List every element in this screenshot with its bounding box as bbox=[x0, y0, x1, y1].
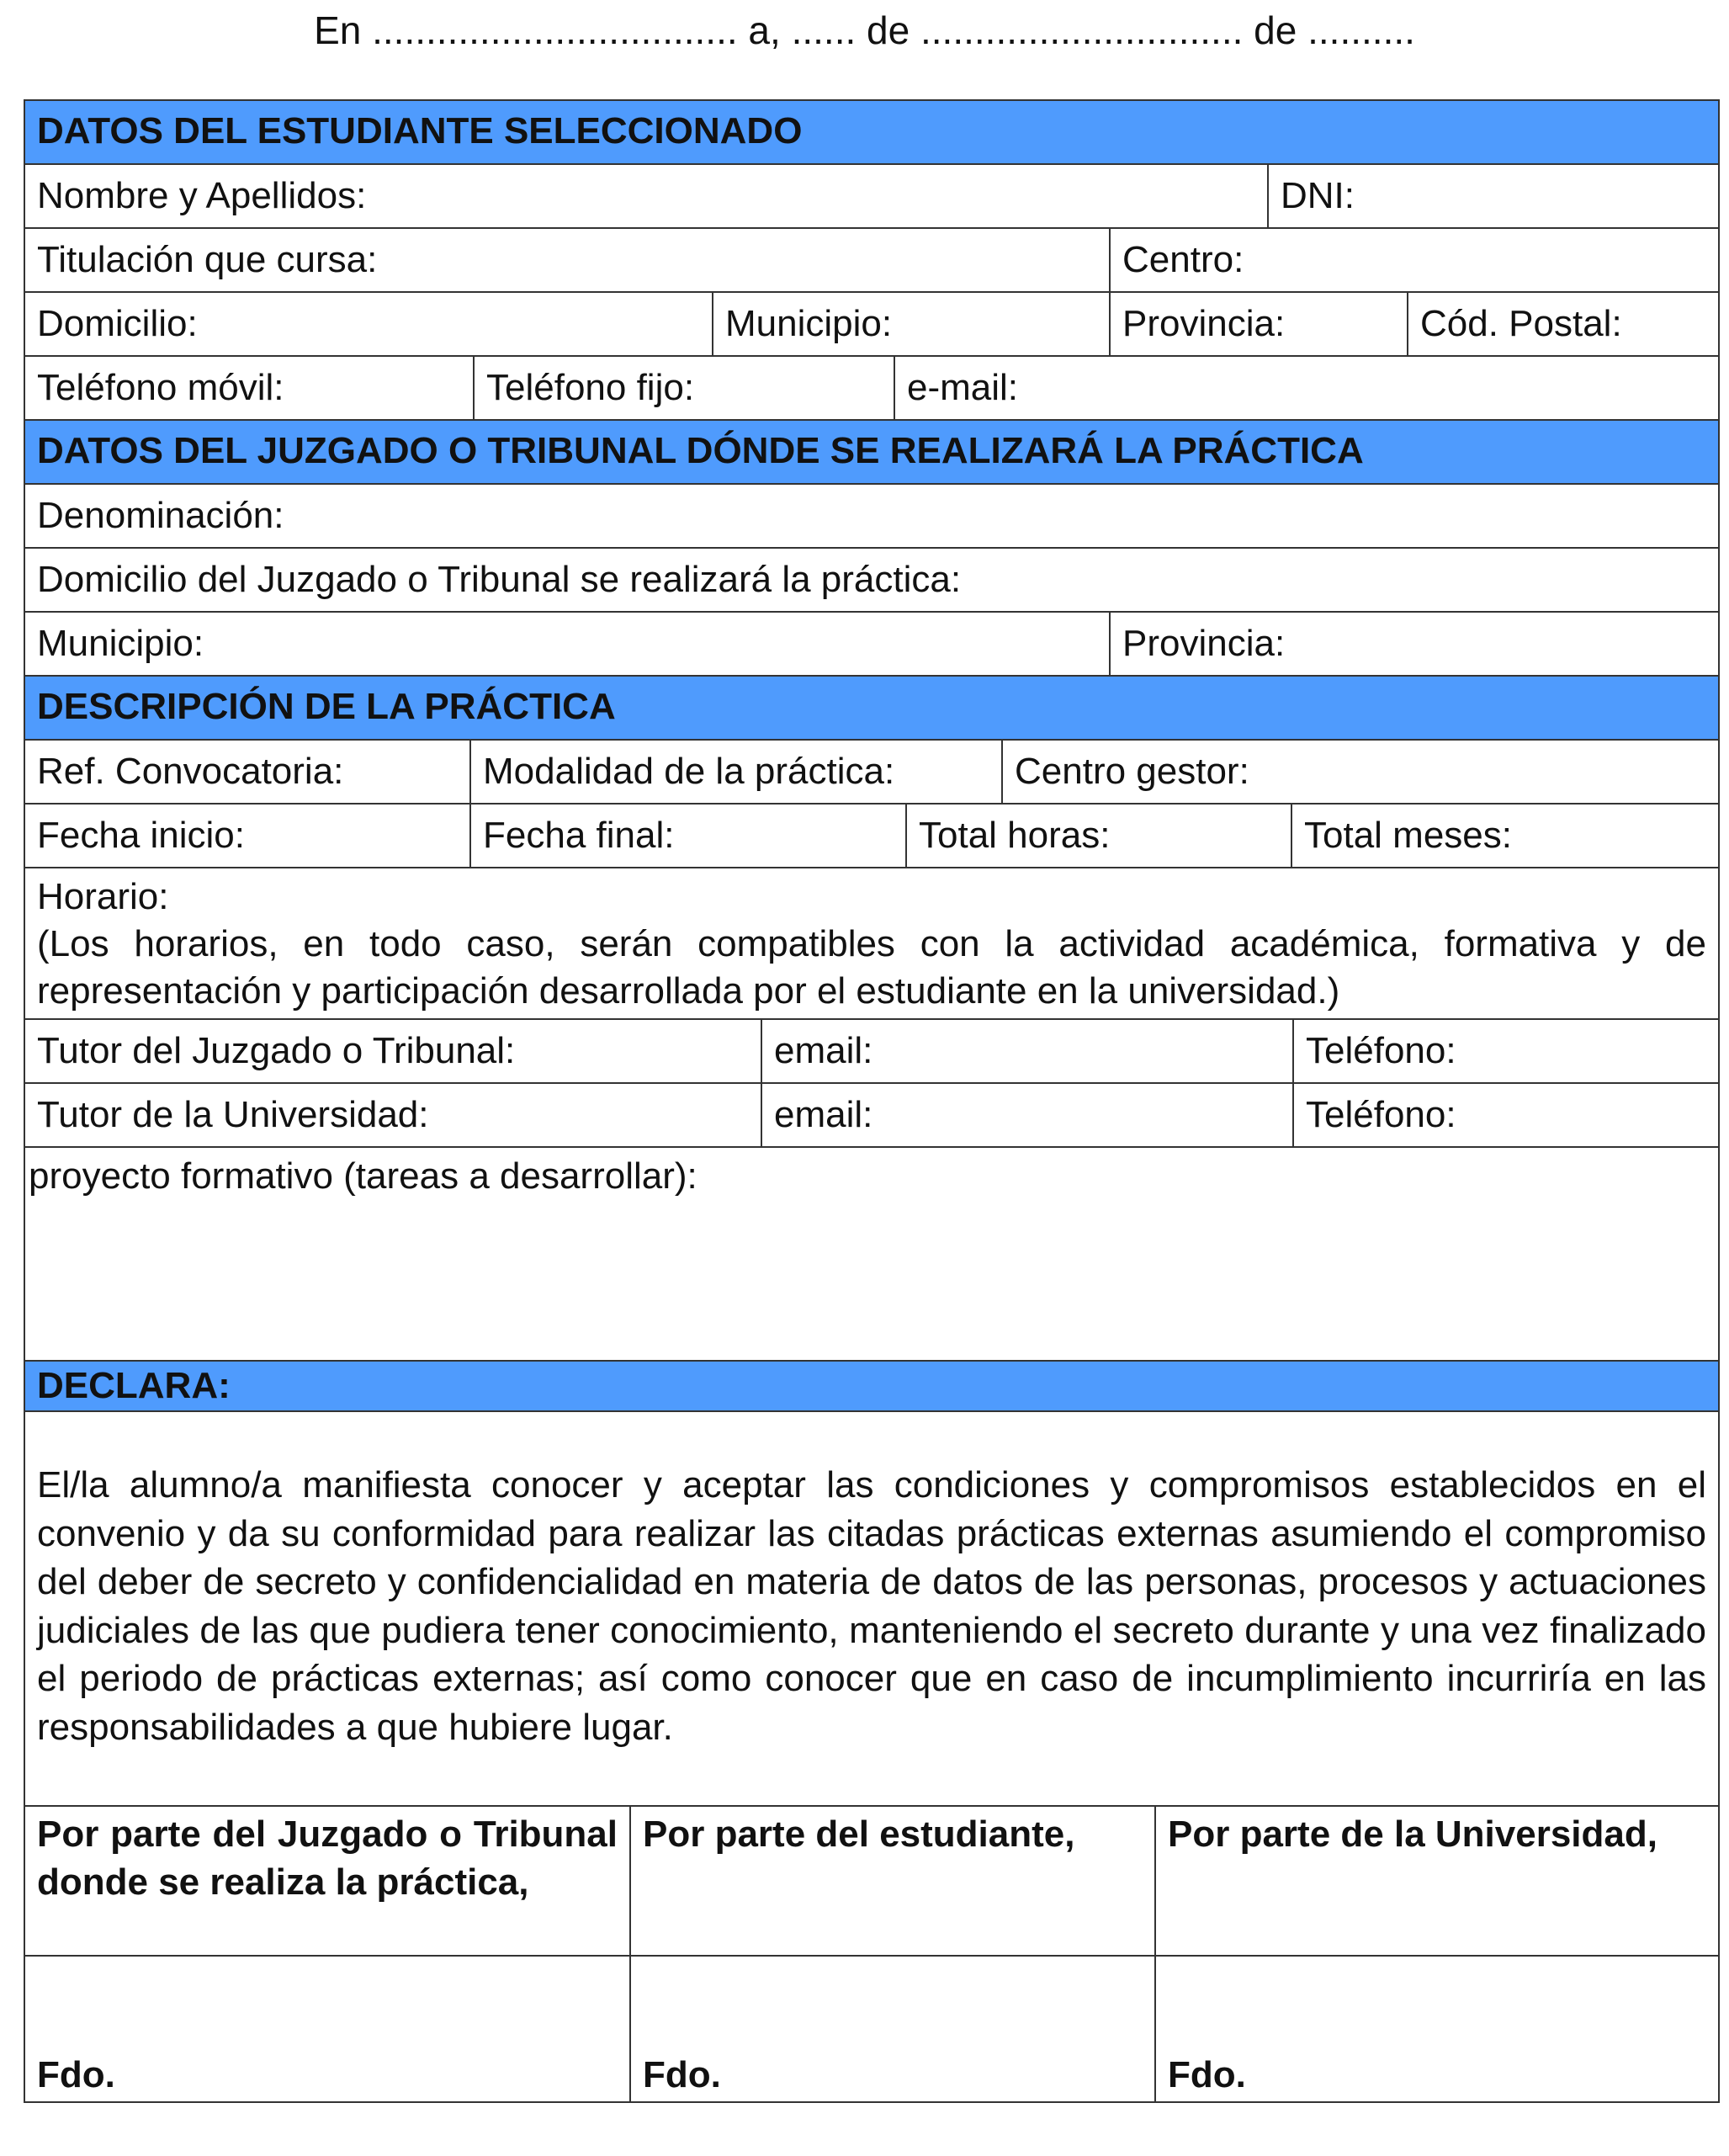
practice-row-tutor-univ bbox=[25, 1084, 1718, 1148]
horario-label: Horario: bbox=[37, 876, 169, 917]
practice-row-proyecto bbox=[25, 1148, 1718, 1362]
student-row-4 bbox=[25, 357, 1718, 421]
field-total-meses[interactable]: Total meses: bbox=[1291, 805, 1718, 867]
field-horario[interactable] bbox=[25, 868, 1718, 1018]
practice-agreement-form bbox=[24, 99, 1720, 2103]
court-row-3 bbox=[25, 613, 1718, 677]
field-provincia[interactable]: Provincia: bbox=[1109, 293, 1407, 355]
field-domicilio[interactable]: Domicilio: bbox=[37, 303, 198, 344]
section-title: DECLARA: bbox=[25, 1362, 1718, 1410]
field-ref-convocatoria[interactable]: Ref. Convocatoria: bbox=[37, 751, 344, 792]
field-nombre[interactable]: Nombre y Apellidos: bbox=[37, 175, 367, 216]
signature-universidad-fdo[interactable]: Fdo. bbox=[1154, 1957, 1718, 2101]
field-fecha-inicio[interactable]: Fecha inicio: bbox=[37, 815, 246, 856]
field-tutor-univ[interactable]: Tutor de la Universidad: bbox=[37, 1094, 429, 1135]
field-denominacion[interactable]: Denominación: bbox=[37, 495, 284, 536]
practice-row-tutor-juzgado bbox=[25, 1020, 1718, 1084]
signature-fields bbox=[25, 1957, 1718, 2101]
field-titulacion[interactable]: Titulación que cursa: bbox=[37, 239, 378, 280]
student-row-1 bbox=[25, 165, 1718, 229]
field-tutor-univ-email[interactable]: email: bbox=[761, 1084, 1292, 1146]
field-tel-fijo[interactable]: Teléfono fijo: bbox=[473, 357, 894, 419]
field-provincia-juzgado[interactable]: Provincia: bbox=[1109, 613, 1718, 675]
field-fecha-final[interactable]: Fecha final: bbox=[469, 805, 905, 867]
field-modalidad[interactable]: Modalidad de la práctica: bbox=[469, 741, 1001, 803]
field-municipio-juzgado[interactable]: Municipio: bbox=[37, 623, 204, 664]
field-domicilio-juzgado[interactable]: Domicilio del Juzgado o Tribunal se realizará la práctica: bbox=[37, 559, 962, 600]
declara-row bbox=[25, 1412, 1718, 1807]
field-dni[interactable]: DNI: bbox=[1267, 165, 1718, 227]
field-centro[interactable]: Centro: bbox=[1109, 229, 1718, 291]
signature-heads bbox=[25, 1807, 1718, 1957]
court-row-1 bbox=[25, 485, 1718, 549]
declara-section-header bbox=[25, 1362, 1718, 1412]
declara-text: El/la alumno/a manifiesta conocer y aceptar las condiciones y compromisos establecidos en el convenio y da su conformidad para realizar las citadas prácticas externas asumiendo el compromiso del deber de secreto y confidencialidad en materia de datos de las personas, procesos y actuaciones judiciales de las que pudiera tener conocimiento, manteniendo el secreto durante y una vez finalizado el periodo de prácticas externas; así como conocer que en caso de incumplimiento incurriría en las responsabilidades a que hubiere lugar. bbox=[37, 1464, 1706, 1748]
field-total-horas[interactable]: Total horas: bbox=[905, 805, 1291, 867]
court-row-2 bbox=[25, 549, 1718, 613]
practice-row-1 bbox=[25, 741, 1718, 805]
signature-estudiante-label: Por parte del estudiante, bbox=[629, 1807, 1154, 1955]
field-tutor-juzgado[interactable]: Tutor del Juzgado o Tribunal: bbox=[37, 1030, 516, 1071]
horario-note: (Los horarios, en todo caso, serán compatibles con la actividad académica, formativa y de representación y participación desarrollada por el estudiante en la universidad.) bbox=[37, 923, 1706, 1012]
signature-juzgado-label: Por parte del Juzgado o Tribunal donde se realiza la práctica, bbox=[37, 1813, 618, 1903]
section-title: DESCRIPCIÓN DE LA PRÁCTICA bbox=[25, 677, 1718, 739]
student-row-3 bbox=[25, 293, 1718, 357]
field-proyecto-formativo[interactable]: proyecto formativo (tareas a desarrollar): bbox=[29, 1155, 697, 1197]
field-municipio[interactable]: Municipio: bbox=[712, 293, 1109, 355]
signature-estudiante-fdo[interactable]: Fdo. bbox=[629, 1957, 1154, 2101]
practice-row-horario bbox=[25, 868, 1718, 1020]
field-tutor-juzgado-telefono[interactable]: Teléfono: bbox=[1292, 1020, 1718, 1082]
practice-row-2 bbox=[25, 805, 1718, 868]
section-title: DATOS DEL JUZGADO O TRIBUNAL DÓNDE SE REALIZARÁ LA PRÁCTICA bbox=[25, 421, 1718, 483]
field-cod-postal[interactable]: Cód. Postal: bbox=[1407, 293, 1718, 355]
student-section-header bbox=[25, 101, 1718, 165]
field-centro-gestor[interactable]: Centro gestor: bbox=[1001, 741, 1718, 803]
field-email[interactable]: e-mail: bbox=[894, 357, 1718, 419]
date-line: En .................................. a, ...... de .............................. de .......... bbox=[314, 8, 1415, 52]
practice-section-header bbox=[25, 677, 1718, 741]
signature-juzgado-fdo[interactable]: Fdo. bbox=[37, 2054, 115, 2095]
section-title: DATOS DEL ESTUDIANTE SELECCIONADO bbox=[25, 101, 1718, 163]
signature-universidad-label: Por parte de la Universidad, bbox=[1154, 1807, 1718, 1955]
student-row-2 bbox=[25, 229, 1718, 293]
field-tel-movil[interactable]: Teléfono móvil: bbox=[37, 367, 284, 408]
field-tutor-univ-telefono[interactable]: Teléfono: bbox=[1292, 1084, 1718, 1146]
field-tutor-juzgado-email[interactable]: email: bbox=[761, 1020, 1292, 1082]
court-section-header bbox=[25, 421, 1718, 485]
